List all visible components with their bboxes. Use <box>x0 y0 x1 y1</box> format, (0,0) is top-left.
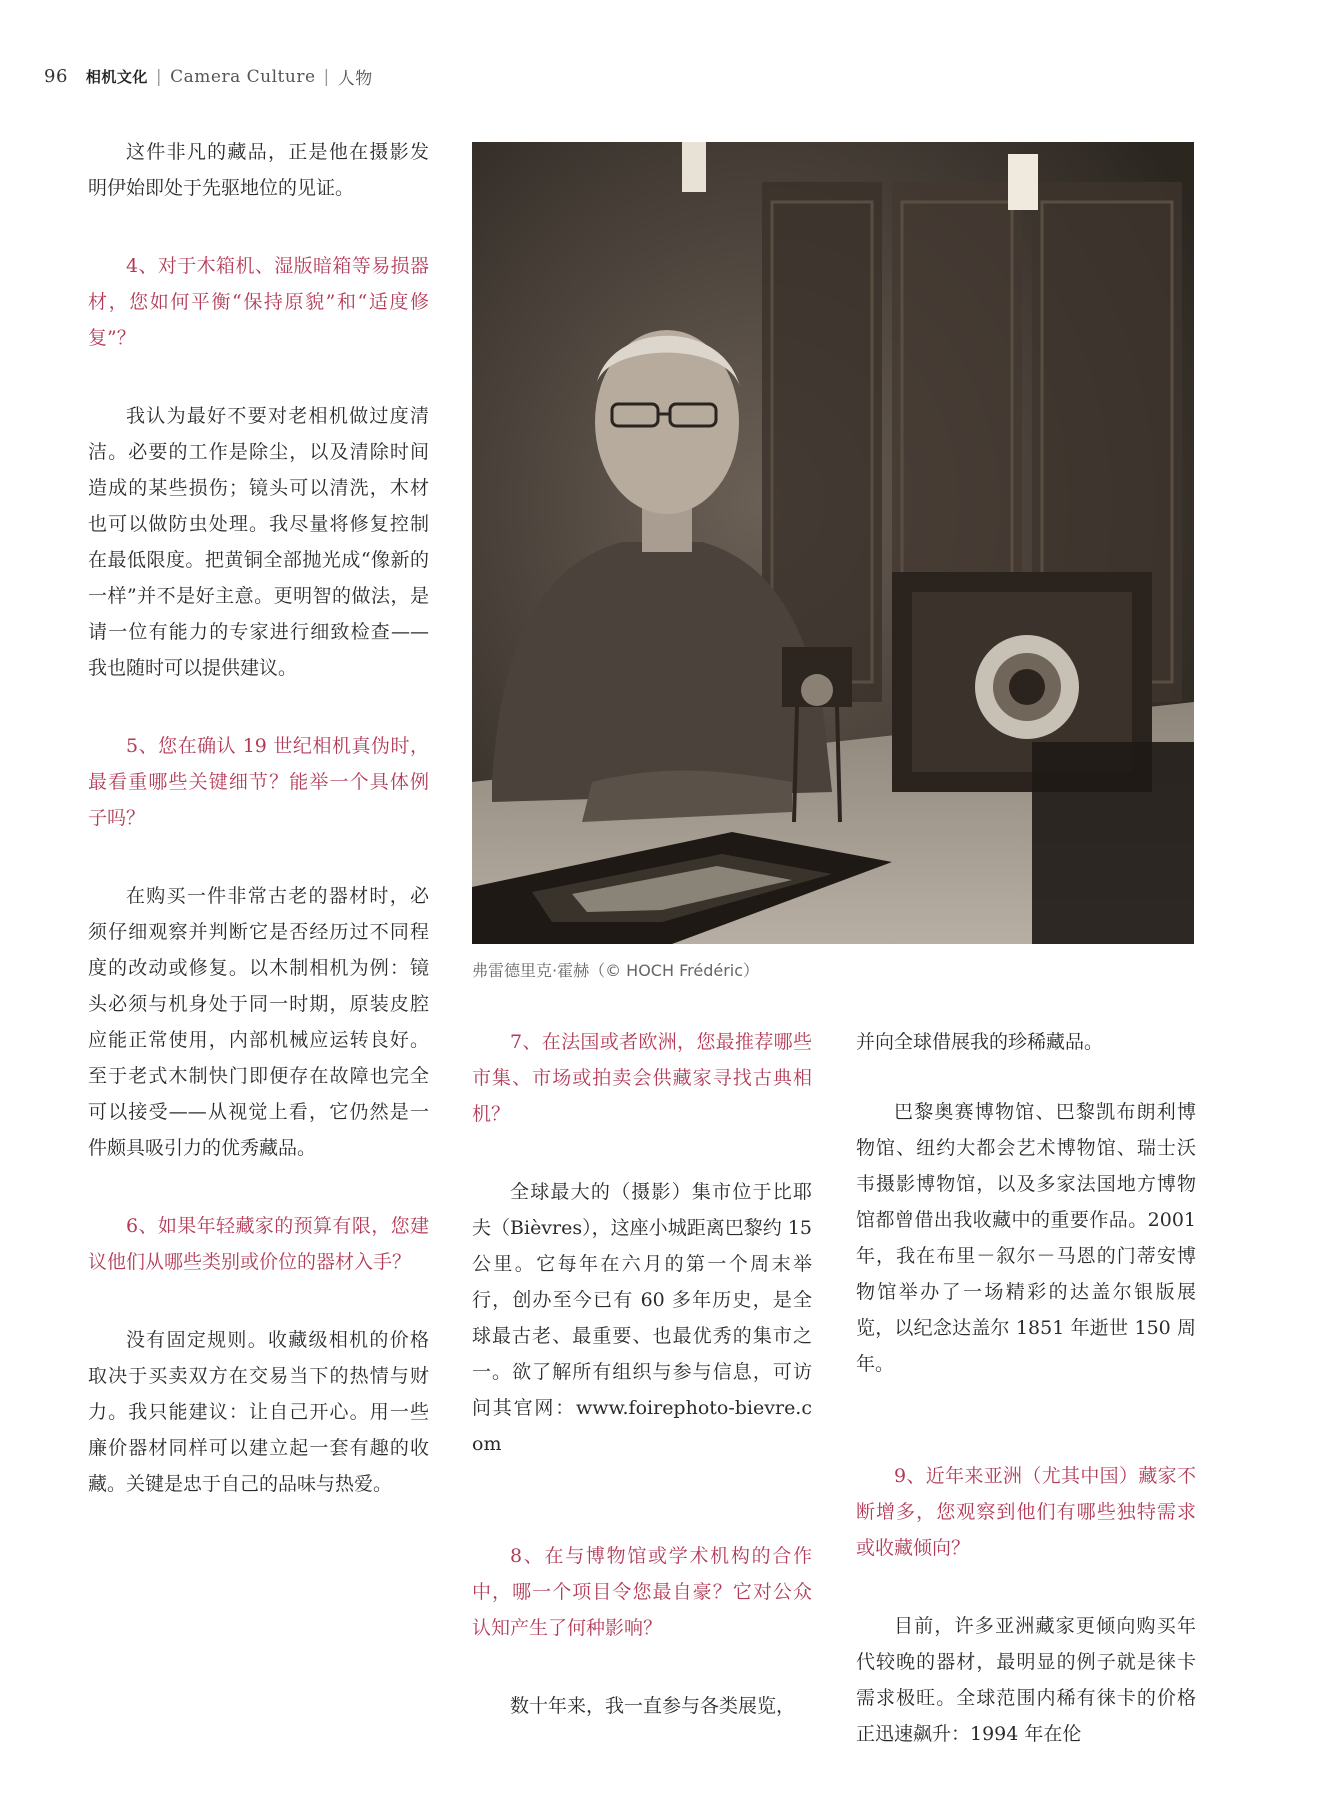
photo-caption: 弗雷德里克·霍赫（© HOCH Frédéric） <box>472 961 760 980</box>
portrait-photo-illustration <box>472 142 1194 944</box>
body-paragraph: 巴黎奥赛博物馆、巴黎凯布朗利博物馆、纽约大都会艺术博物馆、瑞士沃韦摄影博物馆，以及多家法国地方博物馆都曾借出我收藏中的重要作品。2001 年，我在布里－叙尔－马恩的门蒂安博物馆举办了一场精彩的达盖尔银版展览，以纪念达盖尔 1851 年逝世 150 周年。 <box>856 1101 1196 1375</box>
body-paragraph: 全球最大的（摄影）集市位于比耶夫（Bièvres），这座小城距离巴黎约 15 公里。它每年在六月的第一个周末举行，创办至今已有 60 多年历史，是全球最古老、最重要、也最优秀的集市之一。欲了解所有组织与参与信息，可访问其官网：www.foirephoto-bievre.com <box>472 1181 812 1455</box>
question-heading: 7、在法国或者欧洲，您最推荐哪些市集、市场或拍卖会供藏家寻找古典相机？ <box>472 1031 812 1125</box>
question-heading: 8、在与博物馆或学术机构的合作中，哪一个项目令您最自豪？它对公众认知产生了何种影响？ <box>472 1545 812 1639</box>
page-header <box>44 64 373 89</box>
section-en: Camera Culture <box>170 66 316 87</box>
question-heading: 4、对于木箱机、湿版暗箱等易损器材，您如何平衡“保持原貌”和“适度修复”？ <box>88 255 429 349</box>
body-paragraph: 并向全球借展我的珍稀藏品。 <box>856 1031 1104 1053</box>
page-number: 96 <box>44 66 68 87</box>
body-paragraph: 这件非凡的藏品，正是他在摄影发明伊始即处于先驱地位的见证。 <box>88 141 429 199</box>
body-paragraph: 我认为最好不要对老相机做过度清洁。必要的工作是除尘，以及清除时间造成的某些损伤；镜头可以清洗，木材也可以做防虫处理。我尽量将修复控制在最低限度。把黄铜全部抛光成“像新的一样”并不是好主意。更明智的做法，是请一位有能力的专家进行细致检查——我也随时可以提供建议。 <box>88 405 429 679</box>
header-divider: | <box>155 66 163 87</box>
body-paragraph: 数十年来，我一直参与各类展览， <box>510 1695 796 1717</box>
body-paragraph: 没有固定规则。收藏级相机的价格取决于买卖双方在交易当下的热情与财力。我只能建议：让自己开心。用一些廉价器材同样可以建立起一套有趣的收藏。关键是忠于自己的品味与热爱。 <box>88 1329 429 1495</box>
column-middle <box>472 1024 812 1724</box>
question-heading: 9、近年来亚洲（尤其中国）藏家不断增多，您观察到他们有哪些独特需求或收藏倾向？ <box>856 1465 1196 1559</box>
header-divider: | <box>323 66 330 87</box>
question-heading: 6、如果年轻藏家的预算有限，您建议他们从哪些类别或价位的器材入手？ <box>88 1215 429 1273</box>
body-paragraph: 目前，许多亚洲藏家更倾向购买年代较晚的器材，最明显的例子就是徕卡需求极旺。全球范围内稀有徕卡的价格正迅速飙升：1994 年在伦 <box>856 1615 1196 1745</box>
question-heading: 5、您在确认 19 世纪相机真伪时，最看重哪些关键细节？能举一个具体例子吗？ <box>88 735 429 829</box>
section-cn: 人物 <box>337 69 373 89</box>
magazine-brand: 相机文化 <box>85 68 148 86</box>
portrait-photo <box>472 142 1194 944</box>
column-right <box>856 1024 1196 1752</box>
column-left <box>88 134 429 1502</box>
body-paragraph: 在购买一件非常古老的器材时，必须仔细观察并判断它是否经历过不同程度的改动或修复。以木制相机为例：镜头必须与机身处于同一时期，原装皮腔应能正常使用，内部机械应运转良好。至于老式木制快门即便存在故障也完全可以接受——从视觉上看，它仍然是一件颇具吸引力的优秀藏品。 <box>88 885 429 1159</box>
